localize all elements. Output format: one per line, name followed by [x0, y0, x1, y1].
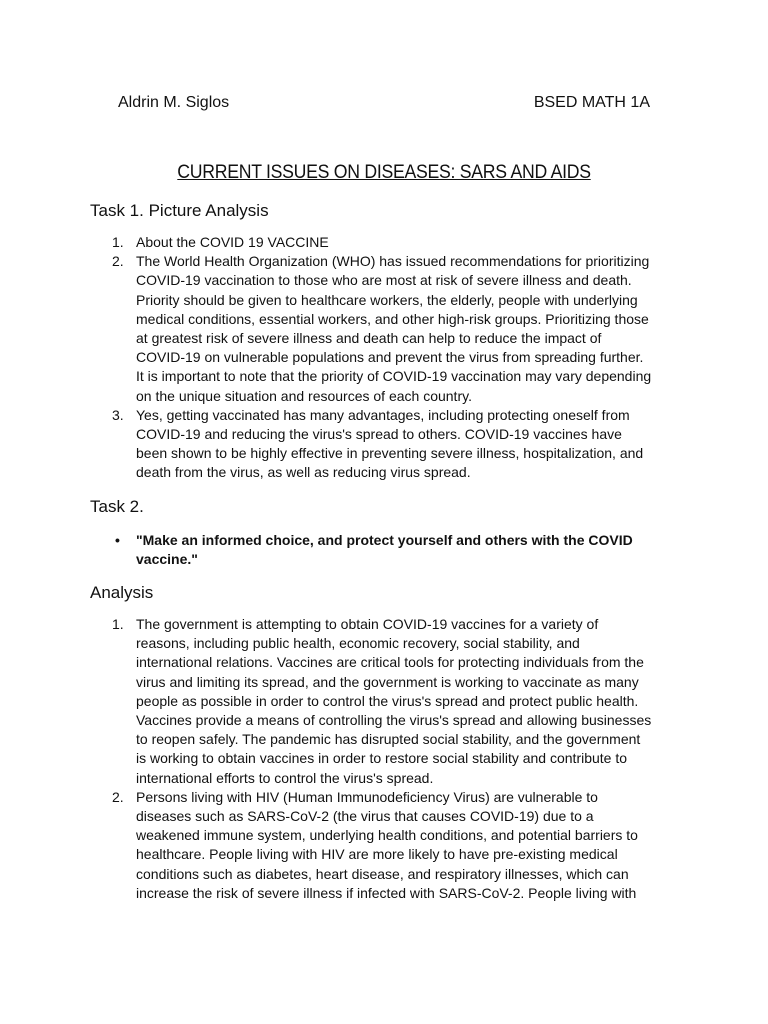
list-item-text: About the COVID 19 VACCINE — [136, 234, 329, 250]
course-section: BSED MATH 1A — [533, 94, 650, 111]
list-item — [112, 788, 652, 903]
document-title: CURRENT ISSUES ON DISEASES: SARS AND AIDS — [177, 162, 591, 183]
analysis-list — [112, 615, 652, 903]
list-item-text: The World Health Organization (WHO) has issued recommendations for prioritizing COVID-19 vaccination to those who are most at risk of severe illness and death. Priority should be given to healthcare workers, the elderly, people with underlying medical conditions, essential workers, and other high-risk groups. Prioritizing those at greatest risk of severe illness and death can help to reduce the impact of COVID-19 on vulnerable populations and prevent the virus from spreading further. It is important to note that the priority of COVID-19 vaccination may vary depending on the unique situation and resources of each country. — [136, 253, 652, 404]
bullet-icon: • — [115, 532, 120, 548]
task2-bullets — [112, 531, 672, 569]
list-item — [112, 615, 652, 788]
task1-list — [112, 233, 652, 483]
list-number: 3. — [112, 406, 124, 423]
bullet-item-text: "Make an informed choice, and protect yourself and others with the COVID vaccine." — [136, 532, 633, 568]
analysis-heading: Analysis — [90, 583, 154, 602]
list-number: 1. — [112, 234, 124, 250]
list-number: 1. — [112, 616, 124, 632]
list-item-text: The government is attempting to obtain COVID-19 vaccines for a variety of reasons, including public health, economic recovery, social stability, and international relations. Vaccines are critical tools for protecting individuals from the virus and limiting its spread, and the government is working to vaccinate as many people as possible in order to control the virus's spread and protect public health. Vaccines provide a means of controlling the virus's spread and allowing businesses to reopen safely. The pandemic has disrupted social stability, and the government is working to obtain vaccines in order to restore social stability and contribute to international efforts to control the virus's spread. — [136, 616, 652, 786]
header-row — [118, 94, 650, 116]
list-number: 2. — [112, 788, 124, 805]
bullet-item — [112, 531, 672, 569]
student-name: Aldrin M. Siglos — [118, 94, 230, 111]
list-item — [112, 233, 652, 252]
list-item — [112, 406, 652, 483]
list-number: 2. — [112, 253, 124, 270]
list-item — [112, 252, 652, 406]
task2-heading: Task 2. — [90, 497, 144, 516]
task1-heading: Task 1. Picture Analysis — [90, 201, 269, 220]
list-item-text: Yes, getting vaccinated has many advantages, including protecting oneself from COVID-19 and reducing the virus's spread to others. COVID-19 vaccines have been shown to be highly effective in preventing severe illness, hospitalization, and death from the virus, as well as reducing virus spread. — [136, 406, 644, 481]
list-item-text: Persons living with HIV (Human Immunodeficiency Virus) are vulnerable to diseases such as SARS-CoV-2 (the virus that causes COVID-19) due to a weakened immune system, underlying health conditions, and potential barriers to healthcare. People living with HIV are more likely to have pre-existing medical conditions such as diabetes, heart disease, and respiratory illnesses, which can increase the risk of severe illness if infected with SARS-CoV-2. People living with — [136, 788, 638, 901]
